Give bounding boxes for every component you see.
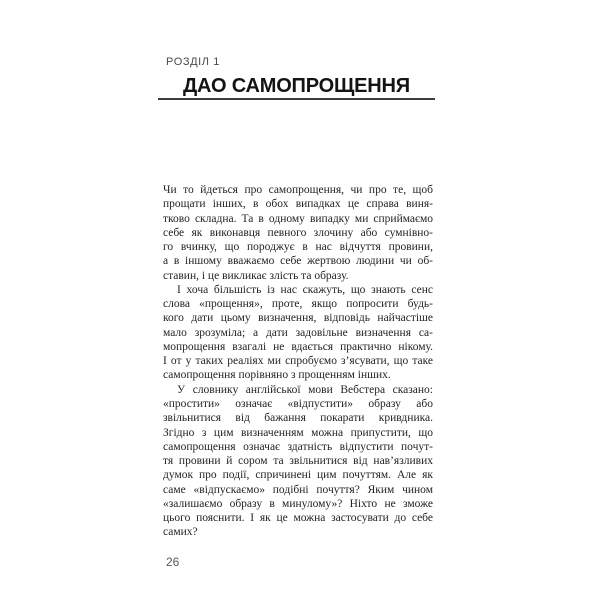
body-line: слова «прощення», проте, якщо попросити будь-: [163, 298, 433, 311]
body-line: думок про події, спричинені цим почуттям. Але як: [163, 469, 433, 482]
body-line: прощати інших, в обох випадках це справа виня-: [163, 198, 433, 211]
body-line: мало зрозуміла; а дати задовільне визначення са-: [163, 326, 433, 339]
body-line: себе як виконавця певного злочину або сумнівно-: [163, 226, 433, 239]
body-line: саме «відпускаємо» подібні почуття? Яким чином: [163, 483, 433, 496]
body-line: самих?: [163, 526, 198, 539]
paragraph: [163, 283, 433, 383]
body-line: самопрощення означає здатність відпустити почут-: [163, 440, 433, 453]
body-line: кого дати цьому визначення, відповідь найчастіше: [163, 312, 433, 325]
body-line: тково складна. Та в одному випадку ми сприймаємо: [163, 212, 433, 225]
body-line: звільнитися від бажання покарати кривдника.: [163, 412, 433, 425]
paragraph: [163, 383, 433, 540]
body-line: го вчинку, що породжує в нас відчуття провини,: [163, 241, 433, 254]
paragraph: [163, 183, 433, 283]
body-line: самопрощення порівняно з прощенням інших.: [163, 369, 391, 382]
body-line: У словнику англійської мови Вебстера сказано:: [177, 383, 433, 396]
body-line: «простити» означає «відпустити» образу або: [163, 397, 433, 410]
body-text: [163, 183, 433, 540]
body-line: Чи то йдеться про самопрощення, чи про те, щоб: [163, 184, 433, 196]
title-underline-rule: [158, 98, 435, 100]
body-line: мопрощення взагалі не вдається практично нікому.: [163, 340, 433, 353]
page-number: 26: [166, 555, 180, 569]
body-line: цього пояснити. І як це можна застосувати до себе: [163, 512, 433, 525]
body-line: а в іншому вважаємо себе жертвою людини чи об-: [163, 255, 433, 268]
chapter-kicker: РОЗДІЛ 1: [166, 56, 220, 68]
body-line: І хоча більшість із нас скажуть, що знають сенс: [177, 283, 433, 296]
body-line: Згідно з цим визначенням можна припустити, що: [163, 426, 433, 439]
body-line: «залишаємо образу в минулому»? Ніхто не зможе: [163, 497, 433, 510]
body-line: І от у таких реаліях ми спробуємо з’ясувати, що таке: [163, 355, 433, 368]
body-line: тя провини й сором та звільнитися від нав’язливих: [163, 455, 433, 468]
chapter-title: ДАО САМОПРОЩЕННЯ: [183, 75, 410, 97]
body-line: ставин, і це викликає злість та образу.: [163, 269, 349, 282]
